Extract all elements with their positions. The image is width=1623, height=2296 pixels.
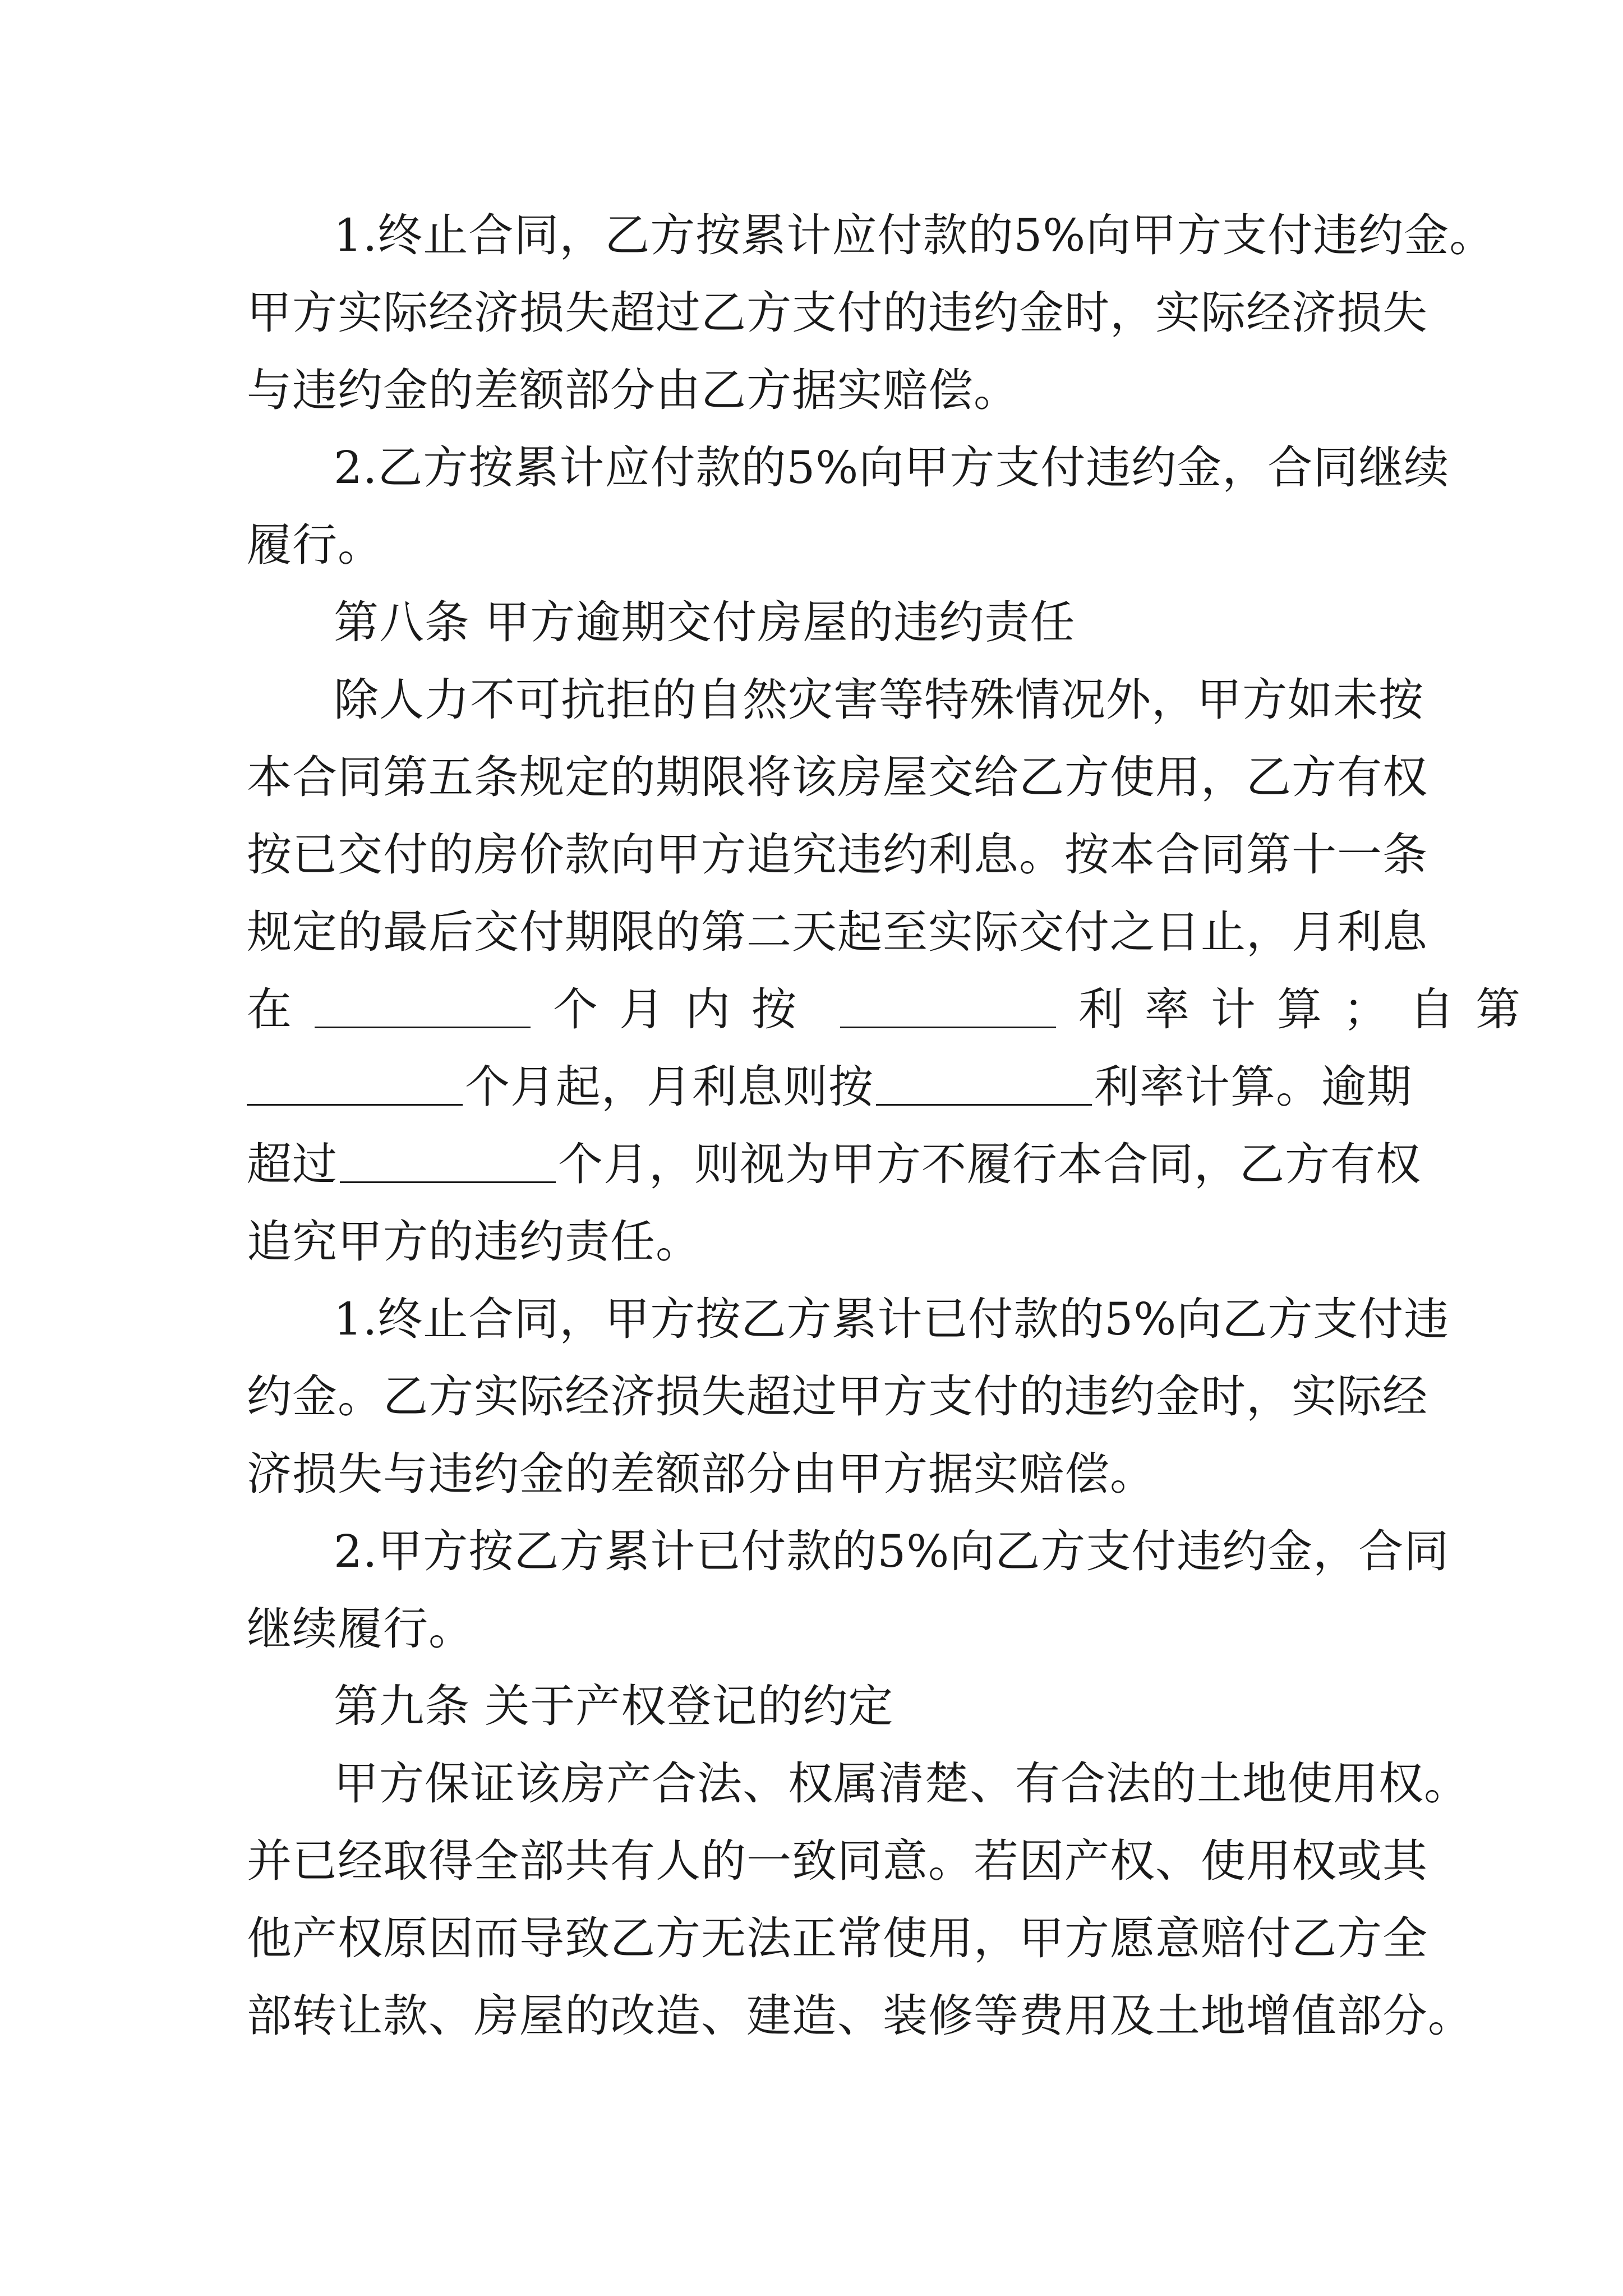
blank-field-months-3	[340, 1142, 556, 1183]
article-8-para-line-4: 规定的最后交付期限的第二天起至实际交付之日止，月利息	[247, 906, 1428, 958]
article-8-para-line-2: 本合同第五条规定的期限将该房屋交给乙方使用，乙方有权	[247, 751, 1428, 803]
article-8-para-line-8: 追究甲方的违约责任。	[247, 1216, 701, 1268]
article-8-para-line-6	[247, 1053, 1412, 1121]
text-segment: 超过	[247, 1138, 338, 1190]
text-segment: 在	[247, 983, 292, 1036]
article-8-item-1-line-1: 1.终止合同，甲方按乙方累计已付款的5%向乙方支付违	[334, 1293, 1450, 1345]
article-8-item-1-line-2: 约金。乙方实际经济损失超过甲方支付的违约金时，实际经	[247, 1370, 1428, 1423]
blank-field-months-2	[247, 1065, 463, 1106]
blank-field-rate-1	[840, 987, 1056, 1028]
blank-field-months-1	[315, 987, 531, 1028]
clause-7-item-1-line-2: 甲方实际经济损失超过乙方支付的违约金时，实际经济损失	[247, 287, 1428, 339]
article-9-para-line-2: 并已经取得全部共有人的一致同意。若因产权、使用权或其	[247, 1835, 1428, 1887]
article-9-heading: 第九条 关于产权登记的约定	[334, 1680, 894, 1732]
article-8-item-1-line-3: 济损失与违约金的差额部分由甲方据实赔偿。	[247, 1448, 1155, 1500]
article-8-para-line-7	[247, 1131, 1421, 1198]
article-9-para-line-4: 部转让款、房屋的改造、建造、装修等费用及土地增值部分。	[247, 1990, 1473, 2042]
clause-7-item-1-line-1: 1.终止合同，乙方按累计应付款的5%向甲方支付违约金。	[334, 209, 1495, 261]
blank-field-rate-2	[876, 1065, 1092, 1106]
article-8-para-line-5	[247, 976, 1542, 1043]
clause-7-item-1-line-3: 与违约金的差额部分由乙方据实赔偿。	[247, 364, 1019, 416]
article-8-para-line-3: 按已交付的房价款向甲方追究违约利息。按本合同第十一条	[247, 829, 1428, 881]
text-segment: 个月内按	[553, 983, 818, 1036]
text-segment: 利率计算；自第	[1078, 983, 1542, 1036]
article-8-item-2-line-1: 2.甲方按乙方累计已付款的5%向乙方支付违约金，合同	[334, 1525, 1450, 1577]
article-8-para-line-1: 除人力不可抗拒的自然灾害等特殊情况外，甲方如未按	[334, 674, 1424, 726]
clause-7-item-2-line-1: 2.乙方按累计应付款的5%向甲方支付违约金，合同继续	[334, 441, 1450, 494]
article-8-heading: 第八条 甲方逾期交付房屋的违约责任	[334, 596, 1076, 648]
article-9-para-line-1: 甲方保证该房产合法、权属清楚、有合法的土地使用权。	[334, 1757, 1469, 1810]
clause-7-item-2-line-2: 履行。	[247, 519, 383, 571]
article-8-item-2-line-2: 继续履行。	[247, 1603, 474, 1655]
text-segment: 个月，则视为甲方不履行本合同，乙方有权	[558, 1138, 1421, 1190]
text-segment: 个月起，月利息则按	[465, 1061, 874, 1113]
article-9-para-line-3: 他产权原因而导致乙方无法正常使用，甲方愿意赔付乙方全	[247, 1912, 1428, 1964]
text-segment: 利率计算。逾期	[1094, 1061, 1412, 1113]
